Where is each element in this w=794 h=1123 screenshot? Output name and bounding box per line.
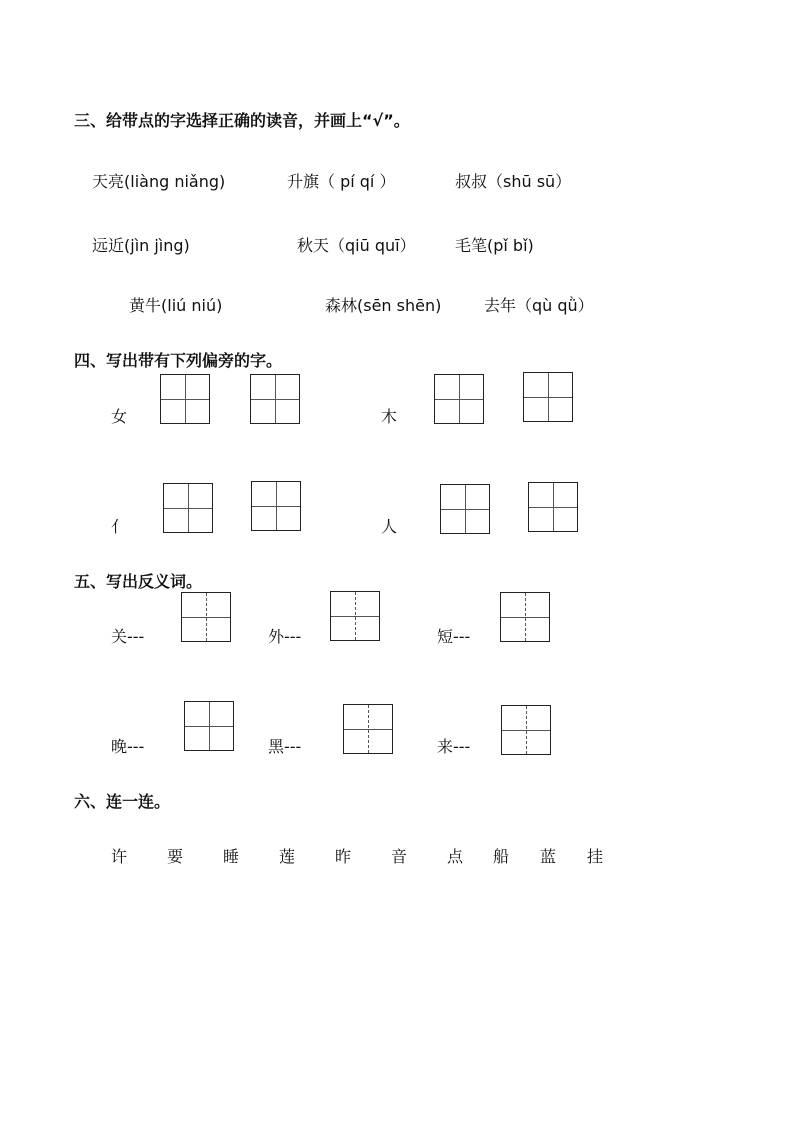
section3-heading: 三、给带点的字选择正确的读音，并画上“√”。	[74, 111, 410, 130]
radical-ren: 人	[381, 517, 398, 536]
section5-heading: 五、写出反义词。	[74, 572, 203, 591]
pinyin-item-maobi: 毛笔(pǐ bǐ)	[455, 236, 534, 255]
writing-grid-box[interactable]	[163, 483, 213, 533]
writing-grid-box[interactable]	[500, 592, 550, 642]
pinyin-item-yuanjin: 远近(jìn jìng)	[92, 236, 190, 255]
section6-heading: 六、连一连。	[74, 792, 171, 811]
writing-grid-box[interactable]	[528, 482, 578, 532]
pinyin-item-qiutian: 秋天（qiū quī）	[297, 236, 416, 255]
writing-grid-box[interactable]	[330, 591, 380, 641]
writing-grid-box[interactable]	[434, 374, 484, 424]
writing-grid-box[interactable]	[440, 484, 490, 534]
writing-grid-box[interactable]	[250, 374, 300, 424]
match-char-shui[interactable]: 睡	[223, 847, 240, 866]
antonym-word-wai: 外---	[268, 627, 302, 646]
radical-mu: 木	[381, 407, 398, 426]
match-char-lan[interactable]: 蓝	[540, 847, 557, 866]
writing-grid-box[interactable]	[501, 705, 551, 755]
antonym-word-lai: 来---	[437, 737, 471, 756]
pinyin-item-shushu: 叔叔（shū sū）	[455, 172, 572, 191]
antonym-word-duan: 短---	[437, 627, 471, 646]
section4-heading: 四、写出带有下列偏旁的字。	[74, 351, 283, 370]
writing-grid-box[interactable]	[523, 372, 573, 422]
pinyin-item-shengqi: 升旗（ pí qí ）	[287, 172, 396, 191]
match-char-yin[interactable]: 音	[391, 847, 408, 866]
pinyin-item-senlin: 森林(sēn shēn)	[325, 296, 442, 315]
match-char-gua[interactable]: 挂	[587, 847, 604, 866]
radical-nv: 女	[111, 407, 128, 426]
match-char-xu[interactable]: 许	[111, 847, 128, 866]
match-char-yao[interactable]: 要	[167, 847, 184, 866]
match-char-zuo[interactable]: 昨	[335, 847, 352, 866]
antonym-word-wan: 晚---	[111, 737, 145, 756]
match-char-dian[interactable]: 点	[447, 847, 464, 866]
match-char-chuan[interactable]: 船	[493, 847, 510, 866]
match-char-lian[interactable]: 莲	[279, 847, 296, 866]
writing-grid-box[interactable]	[160, 374, 210, 424]
writing-grid-box[interactable]	[343, 704, 393, 754]
radical-danren: 亻	[111, 517, 128, 536]
pinyin-item-tianliang: 天亮(liàng niǎng)	[92, 172, 226, 191]
writing-grid-box[interactable]	[184, 701, 234, 751]
writing-grid-box[interactable]	[181, 592, 231, 642]
antonym-word-hei: 黑---	[268, 737, 302, 756]
pinyin-item-huangniu: 黄牛(liú niú)	[129, 296, 223, 315]
pinyin-item-qunian: 去年（qù qǜ）	[484, 296, 594, 315]
antonym-word-guan: 关---	[111, 627, 145, 646]
writing-grid-box[interactable]	[251, 481, 301, 531]
